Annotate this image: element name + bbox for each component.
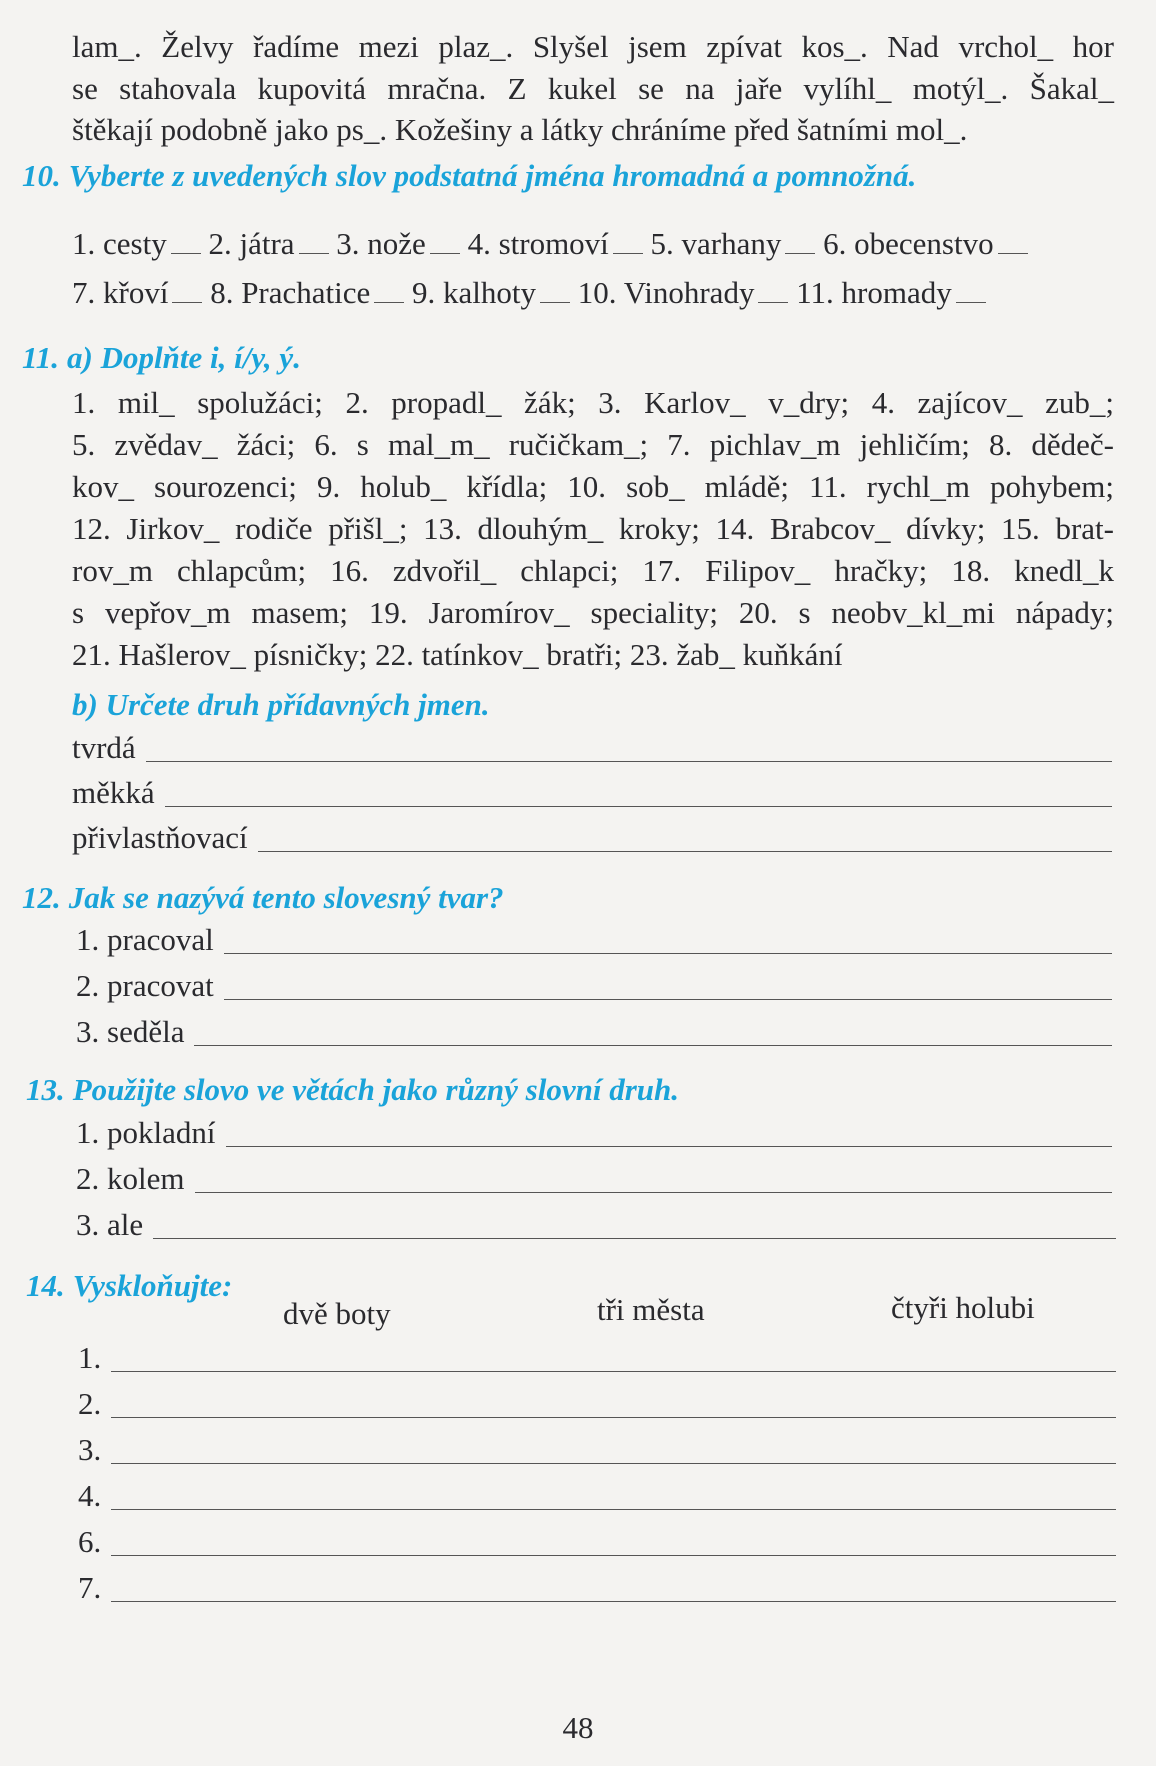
answer-line[interactable] — [224, 952, 1112, 954]
word-item: 1. cesty — [72, 226, 167, 261]
declension-row — [78, 1386, 1116, 1422]
answer-row — [72, 730, 1112, 766]
exercise-number: 13. — [26, 1072, 65, 1107]
word-item: 10. Vinohrady — [577, 275, 755, 310]
row-number: 4. — [78, 1478, 102, 1513]
answer-line[interactable] — [111, 1462, 1116, 1464]
exercise-line: rov_m chlapcům; 16. zdvořil_ chlapci; 17. Filipov_ hračky; 18. knedl_k — [72, 553, 1114, 588]
exercise-title: Jak se nazývá tento slovesný tvar? — [68, 880, 504, 915]
word-item: 2. játra — [208, 226, 295, 261]
intro-line: lam_. Želvy řadíme mezi plaz_. Slyšel jsem zpívat kos_. Nad vrchol_ hor — [72, 29, 1114, 64]
answer-line[interactable] — [165, 805, 1112, 807]
answer-line[interactable] — [195, 1191, 1113, 1193]
answer-blank[interactable] — [171, 227, 201, 254]
answer-line[interactable] — [146, 760, 1112, 762]
answer-line[interactable] — [226, 1145, 1113, 1147]
column-header: tři města — [597, 1292, 705, 1327]
row-label: 2. pracovat — [76, 968, 214, 1003]
declension-row — [78, 1340, 1116, 1376]
exercise-number: 10. — [22, 158, 61, 193]
exercise-14-heading — [26, 1268, 232, 1304]
word-item: 7. křoví — [72, 275, 169, 310]
word-item: 9. kalhoty — [412, 275, 537, 310]
exercise-line: kov_ sourozenci; 9. holub_ křídla; 10. sob_ mládě; 11. rychl_m pohybem; — [72, 469, 1114, 504]
row-number: 1. — [78, 1340, 102, 1375]
answer-row — [76, 922, 1112, 958]
answer-row — [76, 1207, 1116, 1243]
exercise-line: 12. Jirkov_ rodiče přišl_; 13. dlouhým_ kroky; 14. Brabcov_ dívky; 15. brat- — [72, 511, 1114, 546]
row-label: 1. pokladní — [76, 1115, 216, 1150]
answer-line[interactable] — [224, 998, 1112, 1000]
answer-blank[interactable] — [613, 227, 643, 254]
row-label: přivlastňovací — [72, 820, 248, 855]
answer-blank[interactable] — [299, 227, 329, 254]
answer-line[interactable] — [111, 1508, 1116, 1510]
answer-row — [76, 968, 1112, 1004]
exercise-title: Vyberte z uvedených slov podstatná jména hromadná a pomnožná. — [68, 158, 917, 193]
intro-line: štěkají podobně jako ps_. Kožešiny a látky chráníme před šatními mol_. — [72, 112, 968, 147]
exercise-title: Použijte slovo ve větách jako různý slovní druh. — [72, 1072, 679, 1107]
row-label: tvrdá — [72, 730, 136, 765]
answer-blank[interactable] — [785, 227, 815, 254]
intro-paragraph — [72, 26, 1114, 151]
declension-row — [78, 1524, 1116, 1560]
exercise-subtitle-a: a) Doplňte i, í/y, ý. — [67, 340, 301, 375]
row-label: 3. seděla — [76, 1014, 185, 1049]
exercise-line: 1. mil_ spolužáci; 2. propadl_ žák; 3. Karlov_ v_dry; 4. zajícov_ zub_; — [72, 385, 1114, 420]
row-label: měkká — [72, 775, 155, 810]
answer-row — [76, 1115, 1112, 1151]
answer-line[interactable] — [111, 1600, 1116, 1602]
answer-blank[interactable] — [998, 227, 1028, 254]
row-number: 2. — [78, 1386, 102, 1421]
answer-blank[interactable] — [956, 276, 986, 303]
exercise-number: 11. — [22, 340, 60, 375]
declension-row — [78, 1478, 1116, 1514]
answer-row — [72, 775, 1112, 811]
exercise-11-text — [72, 382, 1114, 676]
word-item: 4. stromoví — [467, 226, 609, 261]
exercise-10-row-2 — [72, 275, 986, 311]
answer-line[interactable] — [258, 850, 1112, 852]
answer-line[interactable] — [111, 1416, 1116, 1418]
answer-line[interactable] — [111, 1370, 1116, 1372]
intro-line: se stahovala kupovitá mračna. Z kukel se na jaře vylíhl_ motýl_. Šakal_ — [72, 70, 1114, 106]
word-item: 5. varhany — [650, 226, 782, 261]
word-item: 6. obecenstvo — [823, 226, 994, 261]
row-label: 1. pracoval — [76, 922, 214, 957]
answer-row — [72, 820, 1112, 856]
row-label: 3. ale — [76, 1207, 144, 1242]
exercise-line: 21. Hašlerov_ písničky; 22. tatínkov_ bratři; 23. žab_ kuňkání — [72, 637, 843, 672]
column-header: dvě boty — [283, 1296, 391, 1331]
page-number: 48 — [562, 1710, 594, 1745]
exercise-line: 5. zvědav_ žáci; 6. s mal_m_ ručičkam_; 7. pichlav_m jehličím; 8. dědeč- — [72, 427, 1114, 462]
answer-blank[interactable] — [540, 276, 570, 303]
answer-line[interactable] — [194, 1044, 1112, 1046]
exercise-13-heading — [26, 1072, 679, 1108]
exercise-12-heading — [22, 880, 504, 916]
answer-row — [76, 1014, 1112, 1050]
exercise-10-heading — [22, 158, 916, 194]
column-header: čtyři holubi — [891, 1290, 1035, 1325]
word-item: 8. Prachatice — [210, 275, 371, 310]
declension-row — [78, 1432, 1116, 1468]
answer-line[interactable] — [111, 1554, 1116, 1556]
declension-row — [78, 1570, 1116, 1606]
exercise-title: Vyskloňujte: — [72, 1268, 233, 1303]
answer-blank[interactable] — [758, 276, 788, 303]
exercise-number: 14. — [26, 1268, 65, 1303]
exercise-11-heading — [22, 340, 301, 376]
exercise-line: s vepřov_m masem; 19. Jaromírov_ speciality; 20. s neobv_kl_mi nápady; — [72, 595, 1114, 630]
answer-blank[interactable] — [430, 227, 460, 254]
row-number: 6. — [78, 1524, 102, 1559]
word-item: 3. nože — [336, 226, 426, 261]
word-item: 11. hromady — [796, 275, 952, 310]
exercise-number: 12. — [22, 880, 61, 915]
answer-blank[interactable] — [172, 276, 202, 303]
exercise-10-row-1 — [72, 226, 1028, 262]
row-label: 2. kolem — [76, 1161, 185, 1196]
answer-line[interactable] — [153, 1237, 1116, 1239]
answer-blank[interactable] — [374, 276, 404, 303]
row-number: 7. — [78, 1570, 102, 1605]
answer-row — [76, 1161, 1112, 1197]
exercise-11-subtitle-b: b) Určete druh přídavných jmen. — [72, 687, 490, 722]
row-number: 3. — [78, 1432, 102, 1467]
